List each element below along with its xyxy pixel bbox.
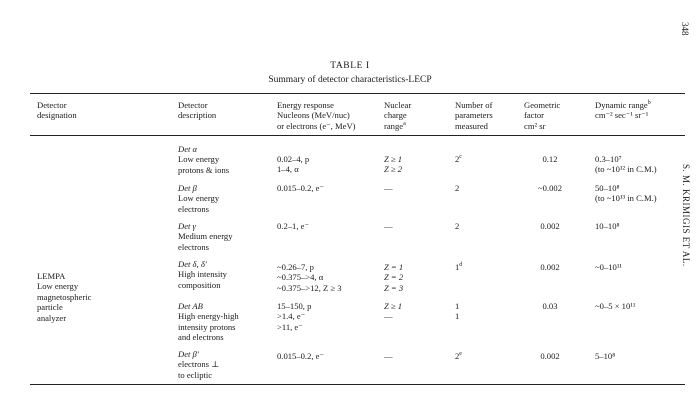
- row-det-beta-dynamic: 50–10⁸ (to ~10¹³ in C.M.): [595, 183, 657, 204]
- header-energy-response: Energy response Nucleons (MeV/nuc) or electrons (e⁻, MeV): [277, 100, 356, 131]
- footnote-mark: b: [647, 100, 651, 107]
- row-det-delta-dynamic: ~0–10¹¹: [595, 262, 622, 272]
- row-det-beta-charge: —: [384, 183, 393, 193]
- row-det-alpha-dynamic: 0.3–10⁷ (to ~10¹² in C.M.): [595, 154, 657, 175]
- row-det-gamma-description: Det γ Medium energy electrons: [178, 221, 233, 252]
- header-geometric-factor: Geometric factor cm² sr: [524, 100, 561, 131]
- footnote-mark: a: [403, 120, 406, 127]
- row-det-beta-prime-energy: 0.015–0.2, e⁻: [277, 351, 325, 361]
- row-det-beta-prime-geom: 0.002: [540, 351, 560, 361]
- running-head: S. M. KRIMIGIS ET AL.: [681, 164, 691, 267]
- row-det-beta-prime-dynamic: 5–10⁸: [595, 351, 616, 361]
- row-det-alpha-description: Det α Low energy protons & ions: [178, 144, 230, 175]
- page-number: 348: [680, 22, 690, 36]
- row-det-delta-geom: 0.002: [540, 262, 560, 272]
- table-caption: Summary of detector characteristics-LECP: [268, 75, 432, 85]
- footnote-mark: e: [459, 351, 462, 358]
- footnote-mark: d: [459, 262, 463, 269]
- row-det-ab-dynamic: ~0–5 × 10¹¹: [595, 301, 636, 311]
- row-det-delta-energy: ~0.26–7, p ~0.375–>4, α ~0.375–>12, Z ≥ 3: [277, 262, 342, 293]
- row-det-gamma-geom: 0.002: [540, 221, 560, 231]
- row-det-beta-params: 2: [455, 183, 460, 193]
- row-det-alpha-geom: 0.12: [542, 154, 558, 164]
- row-det-alpha-params: 2$^c$: [455, 154, 462, 164]
- row-det-beta-geom: ~0.002: [538, 183, 562, 193]
- header-dynamic-range: Dynamic range$^b$ cm⁻² sec⁻¹ sr⁻¹: [595, 100, 651, 121]
- row-det-gamma-dynamic: 10–10⁸: [595, 221, 620, 231]
- row-det-alpha-charge: Z ≥ 1 Z ≥ 2: [384, 154, 403, 175]
- row-det-gamma-charge: —: [384, 221, 393, 231]
- bottom-rule: [30, 384, 685, 385]
- row-det-ab-charge: Z ≥ 1 —: [384, 301, 403, 322]
- header-description: Detector description: [178, 100, 217, 121]
- header-rule: [30, 135, 685, 136]
- row-det-beta-prime-charge: —: [384, 351, 393, 361]
- row-det-delta-params: 1$^d$: [455, 262, 463, 272]
- row-det-gamma-params: 2: [455, 221, 460, 231]
- top-rule: [30, 93, 685, 94]
- row-det-ab-geom: 0.03: [542, 301, 558, 311]
- detector-designation: LEMPA Low energy magnetospheric particle analyzer: [37, 271, 92, 323]
- header-parameters: Number of parameters measured: [455, 100, 493, 131]
- row-det-beta-description: Det β Low energy electrons: [178, 183, 220, 214]
- row-det-delta-charge: Z = 1 Z = 2 Z = 3: [384, 262, 404, 293]
- row-det-gamma-energy: 0.2–1, e⁻: [277, 221, 309, 231]
- row-det-beta-energy: 0.015–0.2, e⁻: [277, 183, 325, 193]
- header-designation: Detector designation: [37, 100, 77, 121]
- row-det-alpha-energy: 0.02–4, p 1–4, α: [277, 154, 310, 175]
- row-det-ab-energy: 15–150, p >1.4, e⁻ >11, e⁻: [277, 301, 312, 332]
- header-charge-range: Nuclear charge range$^a$: [384, 100, 412, 131]
- row-det-delta-description: Det δ, δ′ High intensity composition: [178, 259, 227, 290]
- row-det-ab-description: Det AB High energy-high intensity protons and electrons: [178, 301, 239, 343]
- row-det-beta-prime-params: 2e: [455, 351, 462, 361]
- row-det-beta-prime-description: Det β′ electrons ⊥ to ecliptic: [178, 349, 220, 380]
- table-title: TABLE I: [330, 61, 370, 71]
- footnote-mark: c: [459, 154, 462, 161]
- row-det-ab-params: 1 1: [455, 301, 460, 322]
